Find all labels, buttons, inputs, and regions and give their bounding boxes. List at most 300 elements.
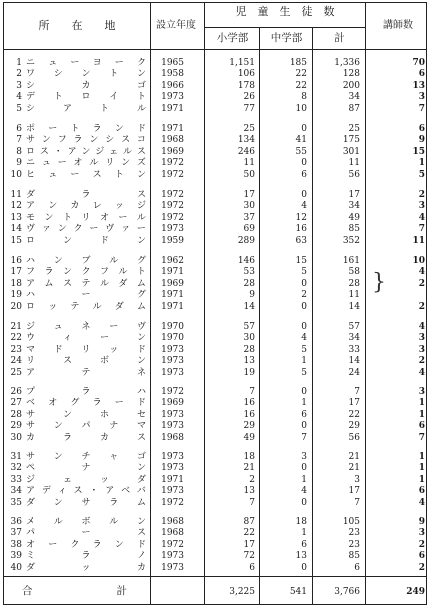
row-elementary: 87 [243,517,255,527]
row-elementary: 18 [243,452,255,462]
row-total: 14 [348,356,360,367]
row-lecturers: 6 [418,69,425,80]
row-total: 128 [342,69,360,80]
row-number: 10 [10,169,22,180]
header-location: 所 在 地 [38,19,116,32]
row-number: 22 [10,333,22,344]
row-total: 200 [342,80,360,91]
row-year: 1970 [161,333,184,344]
row-lecturers: 1 [418,452,425,462]
header-elementary: 小学部 [216,32,249,44]
row-total: 105 [342,517,360,527]
row-number: 16 [10,256,22,266]
rule-top [3,2,427,3]
row-middle: 22 [295,69,307,80]
row-total: 3 [354,474,360,485]
row-number: 29 [10,421,22,432]
row-city: モ ン ト リ オ ー ル [26,212,146,223]
row-total: 7 [354,497,360,508]
row-number: 7 [16,135,22,146]
row-city: ハ ン ブ ル グ [26,256,146,266]
row-lecturers: 6 [418,551,425,562]
row-total: 11 [348,290,360,301]
row-number: 34 [10,486,22,497]
row-city: ロ ン ド ン [26,235,146,246]
row-lecturers: 6 [418,124,425,134]
row-lecturers: 1 [418,158,425,169]
row-city: シ ア ト ル [26,103,146,114]
row-total: 34 [348,333,360,344]
row-lecturers: 4 [418,367,425,378]
row-year: 1959 [161,235,184,246]
row-number: 25 [10,367,22,378]
row-lecturers: 2 [418,356,425,367]
row-lecturers: 3 [418,92,425,103]
row-city: ミ ラ ノ [26,551,146,562]
row-elementary: 22 [243,528,255,539]
row-city: ロ ス ・ ア ン ジ ェ ル ス [26,146,146,157]
row-elementary: 26 [243,92,255,103]
row-city: ヒ ュ ー ス ト ン [26,169,146,180]
row-city: ニ ュ ー ヨ ー ク [26,58,146,68]
row-elementary: 53 [243,267,255,278]
row-year: 1969 [161,278,184,289]
row-year: 1973 [161,344,184,355]
row-middle: 0 [301,463,307,474]
row-total: 34 [348,92,360,103]
row-elementary: 37 [243,212,255,223]
row-elementary: 28 [243,278,255,289]
row-total: 11 [348,158,360,169]
row-city: サ ン フ ラ ン シ ス コ [26,135,146,146]
row-elementary: 178 [237,80,255,91]
row-middle: 6 [301,409,307,420]
row-lecturers: 15 [412,146,425,157]
row-year: 1972 [161,158,184,169]
row-number: 31 [10,452,22,462]
row-city: ア テ ネ [26,367,146,378]
header-lecturers: 講師数 [383,20,413,31]
footer-middle: 541 [289,587,307,597]
row-city: サ ン ホ セ [26,409,146,420]
row-total: 21 [348,463,360,474]
row-lecturers: 6 [418,421,425,432]
row-year: 1973 [161,356,184,367]
row-year: 1973 [161,421,184,432]
row-lecturers: 1 [418,463,425,474]
row-lecturers: 1 [418,409,425,420]
header-middle: 中学部 [270,32,303,44]
row-elementary: 28 [243,344,255,355]
row-lecturers: 4 [418,322,425,332]
row-number: 5 [16,103,22,114]
row-elementary: 25 [243,124,255,134]
row-middle: 1 [301,474,307,485]
row-lecturers: 11 [412,235,425,246]
row-elementary: 50 [243,169,255,180]
row-total: 85 [348,224,360,235]
row-total: 161 [342,256,360,266]
row-elementary: 9 [249,290,255,301]
row-number: 27 [10,398,22,409]
row-lecturers: 10 [412,256,425,266]
row-number: 9 [16,158,22,169]
row-city: オ ー ク ラ ン ド [26,539,146,550]
row-lecturers: 6 [418,486,425,497]
row-middle: 185 [289,58,307,68]
rule-after-total [365,2,366,605]
row-lecturers: 7 [418,103,425,114]
row-elementary: 17 [243,539,255,550]
row-year: 1968 [161,528,184,539]
row-number: 21 [10,322,22,332]
row-middle: 63 [295,235,307,246]
row-city: ダ ン サ ラ ム [26,497,146,508]
row-total: 21 [348,452,360,462]
row-lecturers: 4 [418,267,425,278]
row-lecturers: 4 [418,212,425,223]
row-city: ペ ナ ン [26,463,146,474]
row-lecturers: 9 [418,135,425,146]
row-total: 352 [342,235,360,246]
row-elementary: 30 [243,201,255,212]
rule-bottom [3,604,427,605]
row-number: 11 [10,190,22,200]
row-total: 23 [348,539,360,550]
row-year: 1973 [161,367,184,378]
row-year: 1971 [161,301,184,312]
row-year: 1971 [161,267,184,278]
row-middle: 18 [295,517,307,527]
row-middle: 4 [301,486,307,497]
row-number: 40 [10,562,22,573]
row-elementary: 289 [237,235,255,246]
row-middle: 55 [295,146,307,157]
row-elementary: 13 [243,356,255,367]
row-year: 1973 [161,224,184,235]
rule-after-elementary [259,27,260,605]
row-city: フ ラ ン ク フ ル ト [26,267,146,278]
row-lecturers: 13 [412,80,425,91]
row-year: 1972 [161,201,184,212]
row-middle: 12 [295,212,307,223]
row-lecturers: 2 [418,278,425,289]
row-lecturers: 3 [418,387,425,397]
row-total: 33 [348,344,360,355]
row-city: ア ン カ レ ッ ジ [26,201,146,212]
row-lecturers: 3 [418,528,425,539]
row-number: 35 [10,497,22,508]
row-city: プ ラ ハ [26,387,146,397]
row-elementary: 134 [237,135,255,146]
row-year: 1972 [161,497,184,508]
row-middle: 0 [301,190,307,200]
row-elementary: 30 [243,333,255,344]
row-total: 87 [348,103,360,114]
row-lecturers: 3 [418,333,425,344]
rule-right [426,2,427,605]
row-elementary: 19 [243,367,255,378]
row-middle: 1 [301,398,307,409]
rule-after-location [150,2,151,605]
rule-footer-top [3,576,427,577]
row-city: ワ シ ン ト ン [26,69,146,80]
footer-total-label: 合 計 [22,585,127,597]
row-middle: 13 [295,551,307,562]
row-elementary: 69 [243,224,255,235]
rule-header-bottom [3,49,427,50]
row-middle: 0 [301,124,307,134]
row-year: 1971 [161,290,184,301]
row-middle: 6 [301,539,307,550]
row-year: 1973 [161,551,184,562]
row-number: 13 [10,212,22,223]
row-year: 1972 [161,212,184,223]
row-middle: 0 [301,562,307,573]
row-year: 1972 [161,387,184,397]
row-total: 57 [348,322,360,332]
row-total: 17 [348,190,360,200]
row-middle: 16 [295,224,307,235]
row-middle: 5 [301,344,307,355]
row-lecturers: 9 [418,517,425,527]
row-city: サ ン パ ナ マ [26,421,146,432]
row-city: リ ス ボ ン [26,356,146,367]
row-total: 28 [348,278,360,289]
row-elementary: 49 [243,432,255,443]
row-number: 12 [10,201,22,212]
rule-after-middle [312,27,313,605]
row-lecturers: 1 [418,398,425,409]
row-total: 17 [348,398,360,409]
row-total: 14 [348,301,360,312]
row-year: 1973 [161,486,184,497]
row-total: 29 [348,421,360,432]
row-middle: 22 [295,80,307,91]
bracket-mark: } [372,270,386,295]
row-number: 24 [10,356,22,367]
row-total: 17 [348,486,360,497]
row-number: 26 [10,387,22,397]
row-middle: 1 [301,528,307,539]
row-number: 28 [10,409,22,420]
row-elementary: 11 [243,158,255,169]
row-lecturers: 2 [418,562,425,573]
row-city: カ ラ カ ス [26,432,146,443]
row-city: ベ オ グ ラ ー ド [26,398,146,409]
header-total: 計 [334,32,345,44]
row-total: 58 [348,267,360,278]
row-number: 4 [16,92,22,103]
row-elementary: 14 [243,301,255,312]
row-year: 1958 [161,69,184,80]
row-elementary: 16 [243,409,255,420]
row-number: 6 [16,124,22,134]
row-lecturers: 3 [418,201,425,212]
row-middle: 4 [301,201,307,212]
row-middle: 2 [301,290,307,301]
row-elementary: 2 [249,474,255,485]
row-city: デ ト ロ イ ト [26,92,146,103]
row-city: ア デ ィ ス ・ ア ベ バ [26,486,146,497]
row-lecturers: 2 [418,190,425,200]
row-number: 2 [16,69,22,80]
row-elementary: 72 [243,551,255,562]
row-middle: 6 [301,169,307,180]
rule-after-year [204,2,205,605]
row-city: パ ー ス [26,528,146,539]
row-total: 22 [348,409,360,420]
row-total: 56 [348,432,360,443]
row-year: 1968 [161,135,184,146]
row-year: 1968 [161,432,184,443]
row-year: 1973 [161,562,184,573]
row-total: 175 [342,135,360,146]
row-middle: 0 [301,387,307,397]
row-number: 14 [10,224,22,235]
row-middle: 8 [301,92,307,103]
row-middle: 7 [301,432,307,443]
row-elementary: 57 [243,322,255,332]
row-city: マ ド リ ッ ド [26,344,146,355]
row-city: シ カ ゴ [26,80,146,91]
row-year: 1973 [161,452,184,462]
row-elementary: 7 [249,497,255,508]
row-total: 25 [348,124,360,134]
row-number: 20 [10,301,22,312]
header-year: 設立年度 [156,20,196,31]
row-year: 1969 [161,146,184,157]
row-number: 8 [16,146,22,157]
row-total: 6 [354,562,360,573]
row-year: 1970 [161,322,184,332]
row-year: 1968 [161,517,184,527]
row-year: 1971 [161,124,184,134]
row-lecturers: 4 [418,497,425,508]
row-middle: 5 [301,367,307,378]
row-city: ダ ッ カ [26,562,146,573]
row-year: 1971 [161,474,184,485]
row-middle: 3 [301,452,307,462]
row-city: ダ ラ ス [26,190,146,200]
row-elementary: 7 [249,387,255,397]
row-city: メ ル ボ ル ン [26,517,146,527]
row-elementary: 13 [243,486,255,497]
row-number: 23 [10,344,22,355]
row-middle: 10 [295,103,307,114]
row-year: 1966 [161,80,184,91]
row-city: ポ ー ト ラ ン ド [26,124,146,134]
header-students: 児 童 生 徒 数 [235,5,335,18]
row-middle: 0 [301,301,307,312]
row-number: 1 [16,58,22,68]
row-total: 85 [348,551,360,562]
row-city: ウ ィ ー ン [26,333,146,344]
row-year: 1973 [161,463,184,474]
row-elementary: 21 [243,463,255,474]
row-year: 1973 [161,409,184,420]
row-lecturers: 1 [418,474,425,485]
row-city: ア ム ス テ ル ダ ム [26,278,146,289]
row-middle: 0 [301,278,307,289]
row-city: サ ン チ ャ ゴ [26,452,146,462]
row-elementary: 146 [237,256,255,266]
row-middle: 0 [301,322,307,332]
row-number: 19 [10,290,22,301]
row-number: 33 [10,474,22,485]
rule-left [3,2,4,605]
row-year: 1969 [161,398,184,409]
row-city: ニ ュ ー オ ル リ ン ズ [26,158,146,169]
row-lecturers: 5 [418,169,425,180]
row-year: 1973 [161,92,184,103]
row-elementary: 6 [249,562,255,573]
row-total: 7 [354,387,360,397]
row-elementary: 77 [243,103,255,114]
row-total: 24 [348,367,360,378]
row-elementary: 29 [243,421,255,432]
row-year: 1965 [161,58,184,68]
row-middle: 0 [301,497,307,508]
row-lecturers: 7 [418,432,425,443]
row-number: 18 [10,278,22,289]
row-middle: 4 [301,333,307,344]
footer-total: 3,766 [334,587,360,597]
row-lecturers: 2 [418,539,425,550]
row-elementary: 246 [237,146,255,157]
row-number: 30 [10,432,22,443]
row-number: 15 [10,235,22,246]
row-year: 1962 [161,256,184,266]
row-city: ジ ェ ッ ダ [26,474,146,485]
row-lecturers: 3 [418,344,425,355]
row-number: 36 [10,517,22,527]
row-year: 1972 [161,190,184,200]
row-total: 1,336 [334,58,360,68]
row-elementary: 16 [243,398,255,409]
row-city: ロ ッ テ ル ダ ム [26,301,146,312]
row-total: 34 [348,201,360,212]
row-number: 3 [16,80,22,91]
row-elementary: 106 [237,69,255,80]
row-city: ハ ー グ [26,290,146,301]
row-total: 23 [348,528,360,539]
row-total: 49 [348,212,360,223]
row-middle: 15 [295,256,307,266]
row-number: 37 [10,528,22,539]
row-middle: 1 [301,356,307,367]
row-year: 1972 [161,169,184,180]
row-number: 39 [10,551,22,562]
row-elementary: 1,151 [229,58,255,68]
footer-lecturers: 249 [406,587,425,597]
row-middle: 5 [301,267,307,278]
row-city: ヴ ァ ン ク ー ヴ ァ ー [26,224,146,235]
row-number: 32 [10,463,22,474]
row-middle: 0 [301,421,307,432]
row-total: 301 [342,146,360,157]
row-year: 1972 [161,539,184,550]
footer-elementary: 3,225 [229,587,255,597]
row-elementary: 17 [243,190,255,200]
row-lecturers: 2 [418,301,425,312]
row-lecturers: 70 [412,58,425,68]
row-number: 38 [10,539,22,550]
row-middle: 0 [301,158,307,169]
row-middle: 41 [295,135,307,146]
rule-subheader [205,27,366,28]
row-total: 56 [348,169,360,180]
